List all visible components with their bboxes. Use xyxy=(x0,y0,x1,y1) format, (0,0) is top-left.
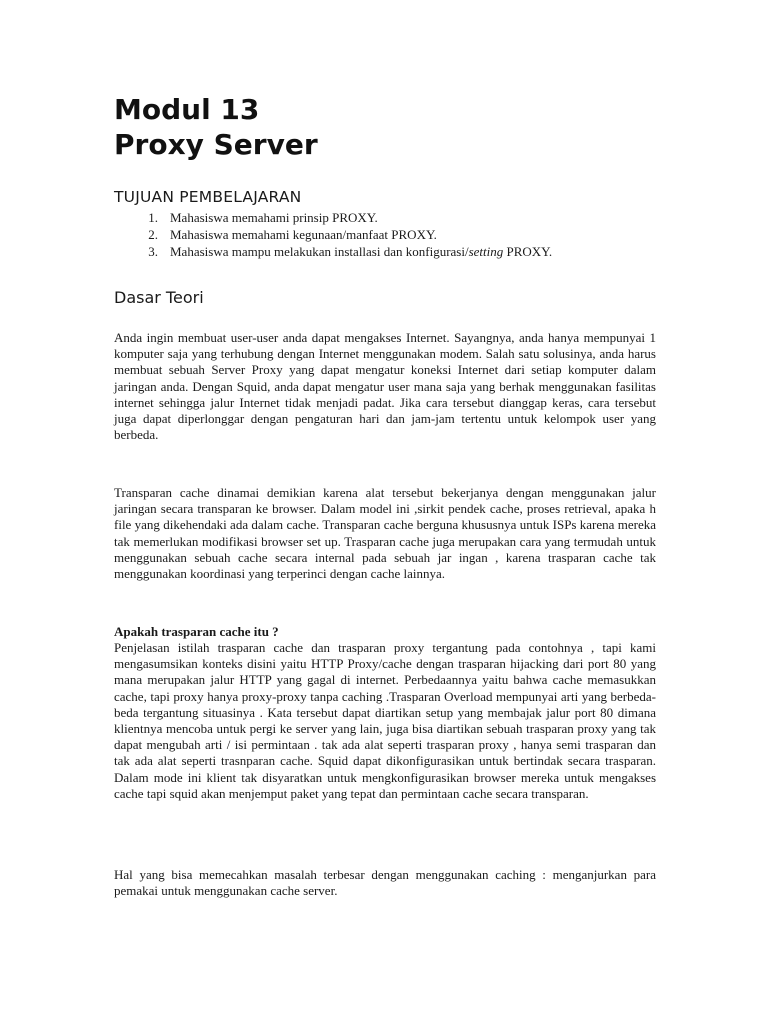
paragraph-intro: Anda ingin membuat user-user anda dapat mengakses Internet. Sayangnya, anda hanya mempunyai 1 komputer saja yang terhubung dengan Internet menggunakan modem. Salah satu solusinya, anda harus membuat sebuah Server Proxy yang dapat mengatur koneksi Internet dari setiap komputer dalam jaringan anda. Dengan Squid, anda dapat mengatur user mana saja yang berhak menggunakan fasilitas internet sehingga jalur Internet tidak menjadi padat. Jika cara tersebut dianggap keras, cara tersebut juga dapat diperlonggar dengan pengaturan hari dan jam-jam tertentu untuk kelompok user yang berbeda. xyxy=(114,330,656,443)
paragraph-conclusion: Hal yang bisa memecahkan masalah terbesar dengan menggunakan caching : menganjurkan para pemakai untuk menggunakan cache server. xyxy=(114,867,656,899)
question-subheading: Apakah trasparan cache itu ? xyxy=(114,624,279,639)
paragraph-transparent-cache: Transparan cache dinamai demikian karena alat tersebut bekerjanya dengan menggunakan jalur jaringan secara transparan ke browser. Dalam model ini ,sirkit pendek cache, proses retrieval, apaka h file yang dikehendaki ada dalam cache. Transparan cache berguna khususnya untuk ISPs karena mereka tak memerlukan modifikasi browser set up. Trasparan cache juga merupakan cara yang termudah untuk menggunakan sebuah cache secara internal pada sebuah jar ingan , karena trasparan cache tak menggunakan koordinasi yang terperinci dengan cache lainnya. xyxy=(114,485,656,582)
list-number: 1. xyxy=(148,210,158,225)
objectives-heading: TUJUAN PEMBELAJARAN xyxy=(114,188,302,206)
objectives-list xyxy=(114,209,552,260)
list-text: Mahasiswa memahami kegunaan/manfaat PROXY. xyxy=(170,227,437,242)
module-number: Modul 13 xyxy=(114,93,260,126)
module-title xyxy=(114,92,656,162)
document-page xyxy=(114,92,656,899)
theory-heading: Dasar Teori xyxy=(114,288,204,307)
list-text: Mahasiswa mampu melakukan installasi dan konfigurasi/setting PROXY. xyxy=(170,244,553,259)
module-subject: Proxy Server xyxy=(114,128,318,161)
list-item xyxy=(114,226,552,243)
list-number: 3. xyxy=(148,244,158,259)
list-text: Mahasiswa memahami prinsip PROXY. xyxy=(170,210,378,225)
list-item xyxy=(114,243,552,260)
list-item xyxy=(114,209,552,226)
paragraph-explanation: Penjelasan istilah trasparan cache dan trasparan proxy tergantung pada contohnya , tapi kami mengasumsikan konteks disini yaitu HTTP Proxy/cache dengan trasparan hijacking dari port 80 yang mana merupakan jalur HTTP yang gagal di internet. Perbedaannya yaitu bahwa cache memasukkan cache, tapi proxy hanya proxy-proxy tanpa caching .Trasparan Overload mempunyai arti yang berbeda-beda tergantung situasinya . Kata tersebut dapat diartikan setup yang membajak jalur port 80 dimana klientnya mencoba untuk pergi ke server yang lain, juga bisa diartikan sebuah trasparan proxy yang tak dapat mengubah arti / isi permintaan . tak ada alat seperti trasparan proxy , hanya semi trasparan dan tak ada alat seperti trasnparan cache. Squid dapat dikonfigurasikan untuk bertindak secara trasparan. Dalam mode ini klient tak disyaratkan untuk mengkonfigurasikan browser mereka untuk mengakses cache tapi squid akan menjemput paket yang tepat dan permintaan cache secara transparan. xyxy=(114,640,656,801)
list-number: 2. xyxy=(148,227,158,242)
